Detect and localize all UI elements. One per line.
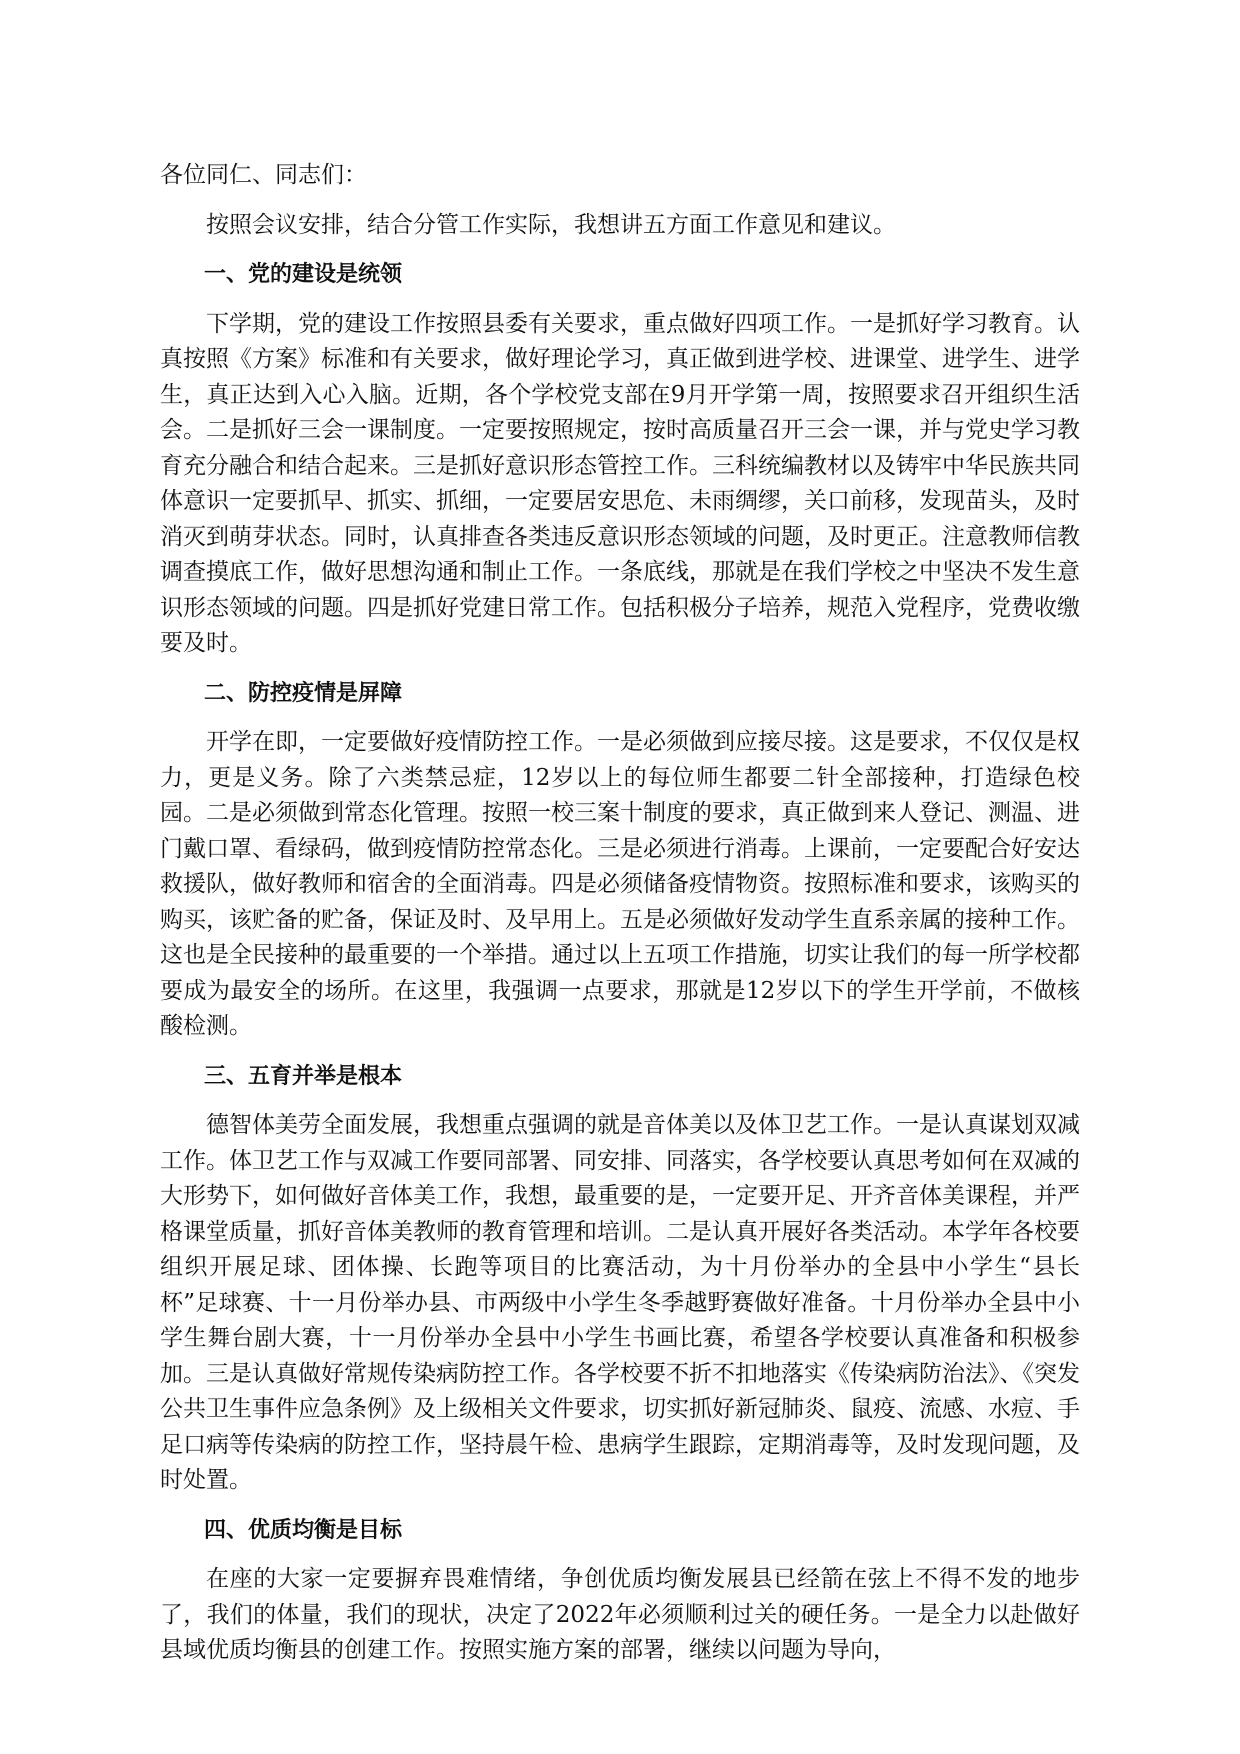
section-heading-3: 三、五育并举是根本 — [204, 1063, 403, 1089]
section-body-4: 在座的大家一定要摒弃畏难情绪，争创优质均衡发展县已经箭在弦上不得不发的地步了，我们的体量，我们的现状，决定了2022年必须顺利过关的硬任务。一是全力以赴做好县域优质均衡县的创建工作。按照实施方案的部署，继续以问题为导向， — [160, 1566, 1080, 1663]
section-body-3: 德智体美劳全面发展，我想重点强调的就是音体美以及体卫艺工作。一是认真谋划双减工作。体卫艺工作与双减工作要同部署、同安排、同落实，各学校要认真思考如何在双减的大形势下，如何做好音体美工作，我想，最重要的是，一定要开足、开齐音体美课程，并严格课堂质量，抓好音体美教师的教育管理和培训。二是认真开展好各类活动。本学年各校要组织开展足球、团体操、长跑等项目的比赛活动，为十月份举办的全县中小学生“县长杯”足球赛、十一月份举办县、市两级中小学生冬季越野赛做好准备。十月份举办全县中小学生舞台剧大赛，十一月份举办全县中小学生书画比赛，希望各学校要认真准备和积极参加。三是认真做好常规传染病防控工作。各学校要不折不扣地落实《传染病防治法》、《突发公共卫生事件应急条例》及上级相关文件要求，切实抓好新冠肺炎、鼠疫、流感、水痘、手足口病等传染病的防控工作，坚持晨午检、患病学生跟踪，定期消毒等，及时发现问题，及时处置。 — [160, 1112, 1080, 1493]
document-page — [160, 158, 1080, 1683]
section-body-2: 开学在即，一定要做好疫情防控工作。一是必须做到应接尽接。这是要求，不仅仅是权力，更是义务。除了六类禁忌症，12岁以上的每位师生都要二针全部接种，打造绿色校园。二是必须做到常态化管理。按照一校三案十制度的要求，真正做到来人登记、测温、进门戴口罩、看绿码，做到疫情防控常态化。三是必须进行消毒。上课前，一定要配合好安达救援队，做好教师和宿舍的全面消毒。四是必须储备疫情物资。按照标准和要求，该购买的购买，该贮备的贮备，保证及时、及早用上。五是必须做好发动学生直系亲属的接种工作。这也是全民接种的最重要的一个举措。通过以上五项工作措施，切实让我们的每一所学校都要成为最安全的场所。在这里，我强调一点要求，那就是12岁以下的学生开学前，不做核酸检测。 — [160, 729, 1080, 1039]
salutation: 各位同仁、同志们： — [160, 162, 367, 188]
section-heading-1: 一、党的建设是统领 — [204, 262, 403, 287]
section-body-1: 下学期，党的建设工作按照县委有关要求，重点做好四项工作。一是抓好学习教育。认真按照《方案》标准和有关要求，做好理论学习，真正做到进学校、进课堂、进学生、进学生，真正达到入心入脑。近期，各个学校党支部在9月开学第一周，按照要求召开组织生活会。二是抓好三会一课制度。一定要按照规定，按时高质量召开三会一课，并与党史学习教育充分融合和结合起来。三是抓好意识形态管控工作。三科统编教材以及铸牢中华民族共同体意识一定要抓早、抓实、抓细，一定要居安思危、未雨绸缪，关口前移，发现苗头，及时消灭到萌芽状态。同时，认真排查各类违反意识形态领域的问题，及时更正。注意教师信教调查摸底工作，做好思想沟通和制止工作。一条底线，那就是在我们学校之中坚决不发生意识形态领域的问题。四是抓好党建日常工作。包括积极分子培养，规范入党程序，党费收缴要及时。 — [160, 310, 1080, 656]
intro-paragraph: 按照会议安排，结合分管工作实际，我想讲五方面工作意见和建议。 — [206, 211, 896, 238]
section-heading-2: 二、防控疫情是屏障 — [204, 680, 403, 706]
section-heading-4: 四、优质均衡是目标 — [204, 1517, 403, 1543]
